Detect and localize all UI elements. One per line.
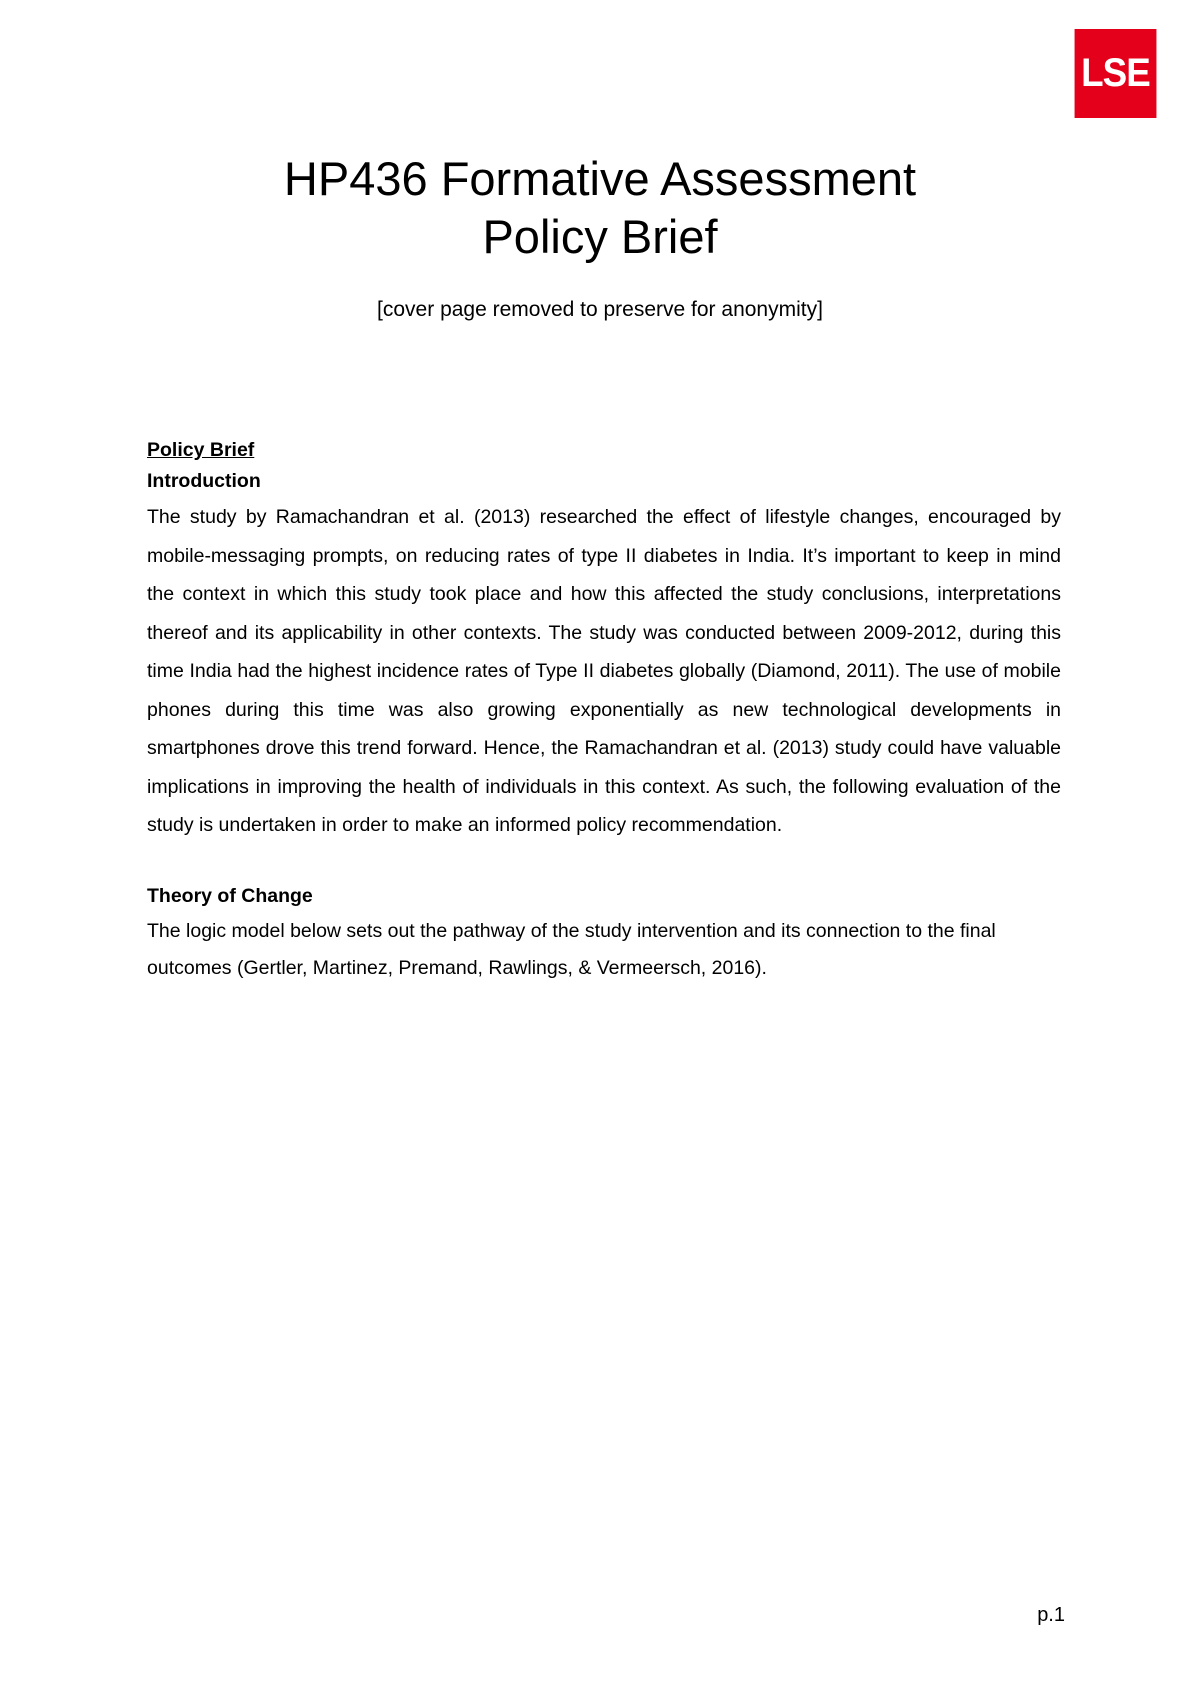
document-body [147,436,1061,988]
page-number: p.1 [1037,1604,1065,1626]
theory-of-change-heading: Theory of Change [147,884,313,907]
title-line-1: HP436 Formative Assessment [283,152,917,205]
document-title [0,150,1200,266]
lse-logo: LSE [1075,29,1157,118]
section-label: Policy Brief [147,439,255,461]
introduction-paragraph: The study by Ramachandran et al. (2013) researched the effect of lifestyle changes, encouraged by mobile-messaging prompts, on reducing rates of type II diabetes in India. It’s important to keep in mind the context in which this study took place and how this affected the study conclusions, interpretations thereof and its applicability in other contexts. The study was conducted between 2009-2012, during this time India had the highest incidence rates of Type II diabetes globally (Diamond, 2011). The use of mobile phones during this time was also growing exponentially as new technological developments in smartphones drove this trend forward. Hence, the Ramachandran et al. (2013) study could have valuable implications in improving the health of individuals in this context. As such, the following evaluation of the study is undertaken in order to make an informed policy recommendation. [147,506,1061,836]
introduction-heading: Introduction [147,470,261,492]
title-line-2: Policy Brief [482,210,718,263]
theory-of-change-paragraph: The logic model below sets out the pathway of the study intervention and its connection to the final outcomes (Gertler, Martinez, Premand, Rawlings, & Vermeersch, 2016). [147,919,996,979]
subtitle-note: [cover page removed to preserve for anonymity] [377,298,823,321]
